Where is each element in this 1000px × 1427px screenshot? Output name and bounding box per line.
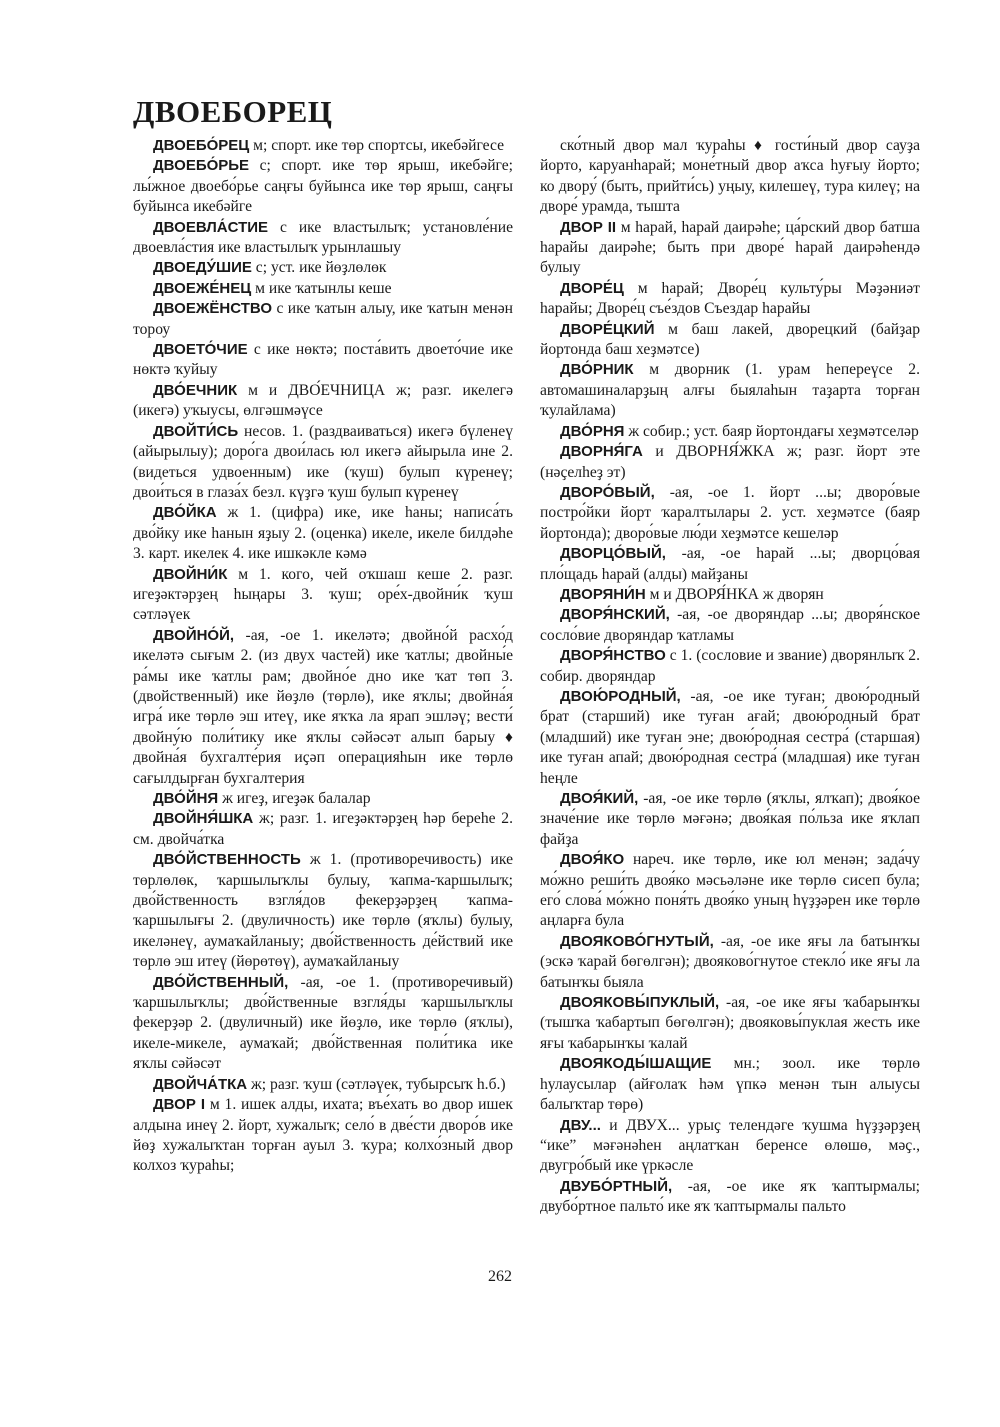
entry-headword: ДВОЯ́КО <box>560 851 625 869</box>
entry-headword: ДВО́ЙСТВЕННЫЙ, <box>153 973 289 991</box>
entry-definition: м һарай, һарай даирәһе; ца́рский двор батша һарайы даирәһе; быть при дворе́ һарай даирәһендә булыу <box>540 218 920 277</box>
left-column <box>133 136 513 1177</box>
dictionary-entry <box>133 973 513 1075</box>
entry-definition: с ике ҡатын алыу, ике ҡатын менән тороу <box>133 300 513 338</box>
entry-headword: ДВО́РНИК <box>560 361 634 379</box>
dictionary-entry <box>133 340 513 381</box>
dictionary-entry <box>133 422 513 504</box>
dictionary-entry <box>540 218 920 279</box>
dictionary-entry <box>133 1075 513 1095</box>
entry-definition: с 1. (сословие и звание) дворянлыҡ 2. собир. дворяндар <box>540 647 920 685</box>
dictionary-entry <box>540 360 920 421</box>
entry-definition: и ДВУХ... урыҫ телендәге ҡушма һүҙҙәрҙең “ике” мәғәнәһен аңлатҡан беренсе өлөшө, мәҫ., двугро́бый ике үркәсле <box>540 1116 920 1175</box>
entry-headword: ДВО́ЙКА <box>153 504 217 522</box>
dictionary-entry <box>540 585 920 605</box>
entry-headword: ДВОЙНИ́К <box>153 565 228 583</box>
entry-headword: ДВОРЯНИ́Н <box>560 585 646 603</box>
entry-headword: ДВОЯКОВО́ГНУТЫЙ, <box>560 932 714 950</box>
entry-definition: м 1. ишек алды, ихата; въе́хать во двор ишек алдына инеү 2. йорт, хужалыҡ; село́ в две́сти дворо́в ике йөҙ хужалыҡтан торған ауыл 3. ҡура; колхо́зный двор колхоз ҡураһы; <box>133 1096 513 1175</box>
entry-headword: ДВОЙНО́Й, <box>153 626 235 644</box>
entry-headword: ДВО́РНЯ <box>560 422 625 440</box>
entry-headword: ДВОЙЧА́ТКА <box>153 1075 248 1093</box>
entry-headword: ДВУБО́РТНЫЙ, <box>560 1177 673 1195</box>
entry-headword: ДВОРО́ВЫЙ, <box>560 483 655 501</box>
entry-definition: с ике нөктә; поста́вить двоето́чие ике нөктә ҡуйыу <box>133 341 513 379</box>
dictionary-entry <box>133 850 513 972</box>
entry-definition: нареч. ике төрлө, ике юл менән; зада́чу мо́жно реши́ть двоя́ко мәсьәләне ике төрлө сисеп була; его́ слова́ мо́жно поня́ть двоя́ко уның һүҙҙәрен ике төрлө аңларға була <box>540 851 920 930</box>
dictionary-entry <box>540 789 920 850</box>
entry-definition: -ая, -ое 1. йорт ...ы; дворо́вые постро́йки йорт ҡаралтылары 2. уст. хеҙмәтсе (баяр йортонда); дворо́вые лю́ди хеҙмәтсе кешеләр <box>540 483 920 542</box>
entry-headword: ДВОР II <box>560 218 617 236</box>
entry-definition: -ая, -ое ике төрлө (яҡлы, ялҡап); двоя́кое значе́ние ике төрлө мәғәнә; двоя́кая по́льза ике яҡлап файҙа <box>540 790 920 848</box>
dictionary-entry <box>133 381 513 422</box>
entry-headword: ДВОЙТИ́СЬ <box>153 422 239 440</box>
entry-definition: м и ДВОРЯ́НКА ж дворян <box>645 585 824 603</box>
dictionary-entry <box>540 136 920 218</box>
entry-definition: -ая, -ое 1. (противоречивый) ҡаршылыҡлы; дво́йственные взгля́ды ҡаршылыҡлы фекерҙәр 2. (двуличный) ике йөҙлө, ике төрлө (яҡлы), икеле-микеле, аумаҡай; дво́йственная поли́тика ике яҡлы сәйәсәт <box>133 973 513 1073</box>
dictionary-entry <box>540 422 920 442</box>
entry-definition: несов. 1. (раздваиваться) икегә бүленеү (айырылыу); доро́га двои́лась юл икегә айырыла ине 2. (видеться удвоенным) ике (ҡуш) булып күренеү; двои́ться в глаза́х безл. күҙгә ҡуш булып күренеү <box>133 422 513 501</box>
entry-definition: мн.; зоол. ике төрлө һулаусылар (айғолаҡ һәм үпкә менән тын алыусы балыҡтар төрө) <box>540 1055 920 1114</box>
dictionary-entry <box>133 1095 513 1177</box>
entry-definition: -ая, -ое ике туған; двою́родный брат (старший) ике туған ағай; двою́родный брат (младший) ике туған эне; двою́родная сестра́ (старшая) ике туған апай; двою́родная сестра́ (младшая) ике туған һеңле <box>540 687 920 787</box>
entry-definition: м дворник (1. урам һепереүсе 2. автомашиналарҙың алғы быялаһын таҙарта торған ҡулайлама) <box>540 361 920 420</box>
entry-headword: ДВО́ЙСТВЕННОСТЬ <box>153 851 301 869</box>
entry-headword: ДВОЕЖЕ́НЕЦ <box>153 279 252 297</box>
entry-definition: м һарай; Дворе́ц культу́ры Мәҙәниәт һарайы; Дворе́ц съе́здов Съездар һарайы <box>540 279 920 318</box>
entry-headword: ДВО́ЕЧНИК <box>153 381 238 399</box>
dictionary-entry <box>133 258 513 278</box>
dictionary-entry <box>133 789 513 809</box>
dictionary-entry <box>133 136 513 156</box>
dictionary-entry <box>540 442 920 483</box>
entry-headword: ДВОЯКОВЫ́ПУКЛЫЙ, <box>560 994 720 1012</box>
dictionary-entry <box>540 320 920 361</box>
entry-definition: ж; разг. 1. игеҙәктәрҙең һәр береһе 2. см. двойча́тка <box>133 810 513 848</box>
entry-headword: ДВОЕЖЁНСТВО <box>153 300 272 318</box>
dictionary-entry <box>540 687 920 789</box>
entry-definition: -ая, -ое дворяндар ...ы; дворя́нское сосло́вие дворяндар ҡатламы <box>540 606 920 644</box>
entry-headword: ДВОРЦО́ВЫЙ, <box>560 545 666 563</box>
entry-headword: ДВОР I <box>153 1096 206 1114</box>
entry-definition: ж; разг. ҡуш (сәтләүек, тубырсыҡ һ.б.) <box>247 1075 506 1093</box>
entry-headword: ДВОРЯ́НСКИЙ, <box>560 606 670 624</box>
entry-headword: ДВОЕДУ́ШИЕ <box>153 259 252 277</box>
entry-headword: ДВО́ЙНЯ <box>153 790 219 807</box>
dictionary-entry <box>540 646 920 687</box>
dictionary-entry <box>540 932 920 993</box>
entry-definition: ж 1. (противоречивость) ике төрлөлөк, ҡаршылыҡлы булыу, ҡапма-ҡаршылыҡ; дво́йственность взгля́дов фекерҙәрҙең ҡапма-ҡаршылығы 2. (двуличность) ике төрлө (яҡлы) булыу, икеләнеү, аумаҡайланыу; дво́йственность де́йствий ике төрлө эш итеү (йөрөтөү), аумаҡайланыу <box>133 851 513 971</box>
running-head: ДВОЕБОРЕЦ <box>133 94 333 129</box>
entry-definition: -ая, -ое ике яғы ҡабарынҡы (тышҡа ҡабартып бөгөлгән); двояковы́пуклая жесть ике яғы ҡабарынҡы ҡалай <box>540 994 920 1052</box>
dictionary-entry <box>133 809 513 850</box>
entry-headword: ДВОЕБО́РЕЦ <box>153 137 250 154</box>
entry-definition: -ая, -ое 1. икеләтә; двойно́й расхо́д икеләтә сығым 2. (из двух частей) ике ҡатлы; двойны́е ра́мы ике ҡатлы рам; двойно́е дно ике ҡат төп 3. (двойственный) ике йөҙлө (төрлө), ике яҡлы; двойна́я игра́ ике төрлө эш итеү, ике яҡҡа ла ярап эшләү; вести́ двойну́ю поли́тику ике яҡлы сәйәсәт алып барыу ♦ двойна́я бухгалте́рия иҫәп операцияһын ике төрлө сағылдырған бухгалтерия <box>133 626 513 787</box>
dictionary-entry <box>540 483 920 544</box>
dictionary-entry <box>133 626 513 789</box>
entry-headword: ДВОЙНЯ́ШКА <box>153 810 254 828</box>
entry-definition: и ДВОРНЯ́ЖКА ж; разг. йорт эте (нәҫелһеҙ эт) <box>540 443 920 481</box>
dictionary-entry <box>540 1054 920 1115</box>
entry-definition: м баш лакей, дворецкий (байҙар йортонда баш хеҙмәтсе) <box>540 320 920 359</box>
entry-headword: ДВОРНЯ́ГА <box>560 443 643 461</box>
entry-headword: ДВОЯ́КИЙ, <box>560 790 639 807</box>
dictionary-entry <box>133 279 513 299</box>
entry-headword: ДВОЕТО́ЧИЕ <box>153 341 248 359</box>
entry-definition: с ике властылыҡ; установле́ние двоевла́стия ике властылыҡ урынлашыу <box>133 218 513 257</box>
entry-headword: ДВОРЯ́НСТВО <box>560 647 666 665</box>
entry-definition: -ая, -ое һарай ...ы; дворцо́вая пло́щадь һарай (алды) майҙаны <box>540 545 920 583</box>
dictionary-entry <box>540 605 920 646</box>
entry-definition: -ая, -ое ике яҡ ҡаптырмалы; двубо́ртное пальто́ ике яҡ ҡаптырмалы пальто <box>540 1177 920 1216</box>
entry-headword: ДВОЕБО́РЬЕ <box>153 157 250 175</box>
dictionary-entry <box>133 299 513 340</box>
entry-definition: с; спорт. ике төр ярыш, икебәйге; лы́жное двоебо́рье саңғы буйынса ике төр ярыш, саңғы буйынса икебәйге <box>133 157 513 216</box>
entry-definition: м ике ҡатынлы кеше <box>251 279 392 297</box>
dictionary-entry <box>540 544 920 585</box>
entry-definition: -ая, -ое ике яғы ла батынҡы (эскә ҡарай бөгөлгән); двояково́гнутое стекло́ ике яғы ла батынҡы быяла <box>540 932 920 991</box>
dictionary-entry <box>540 1177 920 1218</box>
entry-definition: с; уст. ике йөҙлөлөк <box>251 259 387 277</box>
entry-headword: ДВОРЕ́Ц <box>560 279 624 297</box>
entry-headword: ДВОЯКОДЫ́ШАЩИЕ <box>560 1055 712 1073</box>
entry-definition: м; спорт. ике төр спортсы, икебәйгесе <box>249 137 505 154</box>
entry-definition: ж игеҙ, игеҙәк балалар <box>218 790 371 807</box>
entry-definition: ж 1. (цифра) ике, ике һаны; написа́ть дво́йку ике һанын яҙыу 2. (оценка) икеле, икеле билдәһе 3. карт. икелек 4. ике ишкәкле кәмә <box>133 504 513 563</box>
entry-headword: ДВОРЕ́ЦКИЙ <box>560 320 655 338</box>
entry-headword: ДВОЕВЛА́СТИЕ <box>153 218 269 236</box>
dictionary-entry <box>540 850 920 932</box>
dictionary-entry <box>133 218 513 259</box>
entry-definition: ж собир.; уст. баяр йортондағы хеҙмәтселәр <box>624 422 919 440</box>
dictionary-entry <box>133 565 513 626</box>
dictionary-entry <box>133 156 513 217</box>
entry-headword: ДВУ... <box>560 1116 601 1134</box>
entry-definition: м и ДВО́ЕЧНИЦА ж; разг. икелегә (икегә) уҡыусы, өлгәшмәүсе <box>133 381 513 420</box>
dictionary-entry <box>133 503 513 564</box>
right-column <box>540 136 920 1218</box>
dictionary-entry <box>540 1116 920 1177</box>
page-number: 262 <box>488 1268 512 1285</box>
dictionary-entry <box>540 993 920 1054</box>
dictionary-entry <box>540 279 920 320</box>
entry-definition: ско́тный двор мал ҡураһы ♦ гости́ный двор сауҙа йорто, каруанһарай; моне́тный двор аҡса һуғыу йорто; ко двору́ (быть, прийти́сь) уңыу, килешеү, тура килеү; на дворе́ урамда, тышта <box>540 137 920 216</box>
entry-definition: м 1. кого, чей оҡшаш кеше 2. разг. игеҙәктәрҙең һыңары 3. ҡуш; оре́х-двойни́к ҡуш сәтләүек <box>133 565 513 624</box>
entry-headword: ДВОЮ́РОДНЫЙ, <box>560 687 681 705</box>
